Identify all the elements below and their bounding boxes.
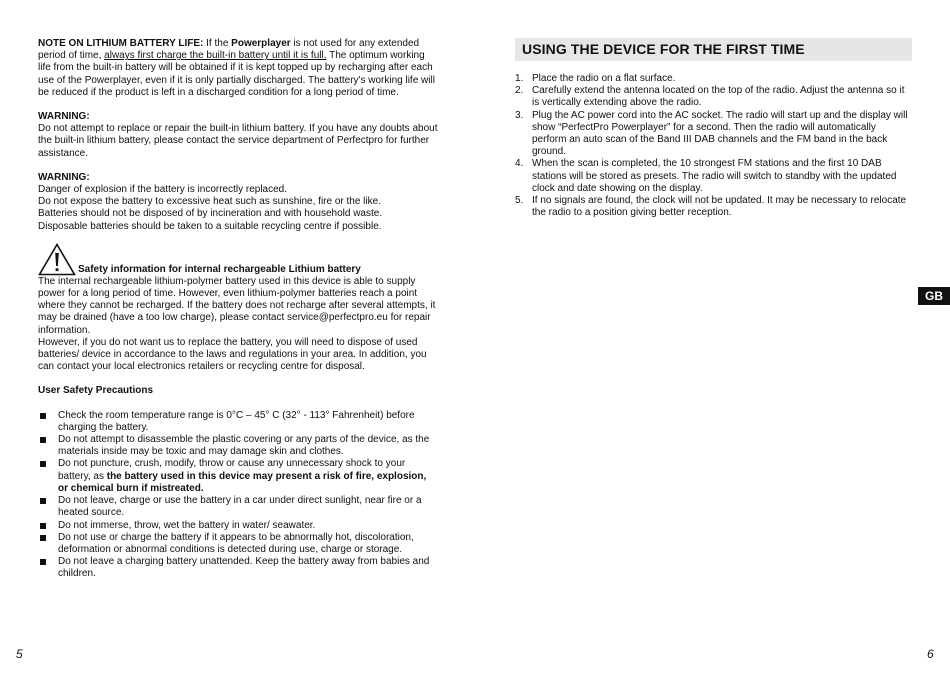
warning-2-line: Danger of explosion if the battery is incorrectly replaced.: [38, 184, 288, 196]
warning-2-line: Do not expose the battery to excessive heat such as sunshine, fire or the like.: [38, 196, 381, 208]
warning-1-title: [38, 111, 438, 123]
list-item: [515, 195, 912, 219]
list-item-bold: the battery used in this device may present a risk of fire, explosion, or chemical burn if mistreated.: [58, 470, 427, 494]
safety-paragraph-2: However, if you do not want us to replace the battery, you will need to dispose of used batteries/ device in accordance to the laws and regulations in your area. In addition, you can contact your local electronics retailers or recycling centre for disposal.: [38, 336, 427, 373]
lithium-note-underlined: always first charge the built-in battery until it is full.: [104, 50, 327, 62]
step-number: 3.: [515, 109, 524, 121]
step-number: 5.: [515, 195, 524, 207]
warning-2-title-text: WARNING:: [38, 171, 90, 183]
safety-title: Safety information for internal rechargeable Lithium battery: [78, 263, 361, 275]
list-item: [38, 434, 438, 458]
precautions-title-text: User Safety Precautions: [38, 385, 154, 397]
step-text: Carefully extend the antenna located on the top of the radio. Adjust the antenna so it is vertically extending above the radio.: [532, 85, 905, 109]
right-page: [475, 0, 950, 674]
page-number-right: 6: [927, 647, 934, 661]
square-bullet-icon: [40, 559, 46, 565]
right-column: [515, 38, 912, 219]
square-bullet-icon: [40, 535, 46, 541]
lithium-note-label: NOTE ON LITHIUM BATTERY LIFE:: [38, 38, 204, 49]
lithium-note-text-1: If the: [203, 38, 232, 49]
step-text: If no signals are found, the clock will not be updated. It may be necessary to relocate the radio to a position giving better reception.: [532, 195, 907, 219]
list-item-text: Do not immerse, throw, wet the battery in water/ seawater.: [58, 519, 316, 531]
list-item-text: Do not puncture, crush, modify, throw or cause any unnecessary shock to your battery, as: [58, 458, 406, 482]
product-name: Powerplayer: [231, 38, 291, 49]
step-text: Plug the AC power cord into the AC socket. The radio will start up and the display will show “PerfectPro Powerplayer” for a second. Then the radio will automatically perform an auto scan of the Band III DAB channels and the FM band in the back ground.: [532, 109, 908, 158]
list-item-text: Check the room temperature range is 0°C – 45° C (32° - 113° Fahrenheit) before charging the battery.: [58, 409, 415, 433]
step-text: Place the radio on a flat surface.: [532, 73, 676, 84]
list-item: [38, 532, 438, 556]
language-tab-label: GB: [925, 288, 943, 303]
section-heading-text: USING THE DEVICE FOR THE FIRST TIME: [522, 41, 805, 58]
safety-heading: [38, 243, 438, 276]
warning-1-body: Do not attempt to replace or repair the built-in lithium battery. If you have any doubts about the built-in lithium battery, please contact the service department of Perfectpro for further assistance.: [38, 123, 438, 159]
steps-list: [515, 73, 912, 219]
warning-2-title: [38, 172, 438, 184]
square-bullet-icon: [40, 437, 46, 443]
list-item-text: Do not attempt to disassemble the plastic covering or any parts of the device, as the materials inside may be toxic and may damage skin and clothes.: [58, 434, 430, 458]
list-item-text: Do not use or charge the battery if it appears to be abnormally hot, discoloration, deformation or abnormal conditions is detected during use, charge or storage.: [58, 531, 414, 555]
section-heading: [515, 38, 912, 61]
step-number: 2.: [515, 85, 524, 97]
language-tab: [918, 287, 950, 305]
square-bullet-icon: [40, 498, 46, 504]
left-column: [38, 38, 438, 581]
lithium-note: [38, 38, 438, 99]
step-text: When the scan is completed, the 10 strongest FM stations and the first 10 DAB stations will be stored as presets. The radio will switch to standby with the updated clock and date showing on the display.: [532, 158, 897, 194]
list-item: [515, 158, 912, 195]
list-item-text: Do not leave, charge or use the battery in a car under direct sunlight, near fire or a heated source.: [58, 495, 422, 519]
list-item: [38, 410, 438, 434]
list-item: [515, 110, 912, 159]
page-number-left: 5: [16, 647, 23, 661]
square-bullet-icon: [40, 461, 46, 467]
lithium-note-text-2: is not used for any extended period of time,: [38, 38, 420, 62]
precautions-list: [38, 410, 438, 581]
list-item: [38, 495, 438, 519]
step-number: 1.: [515, 73, 524, 84]
square-bullet-icon: [40, 523, 46, 529]
warning-2-line: Batteries should not be disposed of by incineration and with household waste.: [38, 208, 383, 220]
precautions-title: [38, 385, 438, 397]
safety-paragraph-1: The internal rechargeable lithium-polymer battery used in this device is able to supply power for a long period of time. However, even lithium-polymer batteries reach a point where they cannot be recharged. If the battery does not recharge after several attempts, it may be drained (have a too low charge), please contact service@perfectpro.eu for repair information.: [38, 275, 436, 336]
list-item: [38, 556, 438, 580]
list-item: [515, 85, 912, 109]
warning-2-line: Disposable batteries should be taken to a suitable recycling centre if possible.: [38, 220, 382, 232]
warning-triangle-icon: [38, 243, 76, 276]
list-item: [38, 458, 438, 495]
lithium-note-text-3: The optimum working life from the built-in battery will be obtained if it is kept topped up by recharging after each use of the Powerplayer, even if it is only partially discharged. The battery's working life will be reduced if the product is left in a discharged condition for a long period of time.: [38, 50, 435, 98]
step-number: 4.: [515, 158, 524, 170]
list-item: [515, 73, 912, 85]
warning-1-title-text: WARNING:: [38, 111, 90, 123]
list-item-text: Do not leave a charging battery unattended. Keep the battery away from babies and children.: [58, 556, 430, 580]
list-item: [38, 520, 438, 532]
square-bullet-icon: [40, 413, 46, 419]
